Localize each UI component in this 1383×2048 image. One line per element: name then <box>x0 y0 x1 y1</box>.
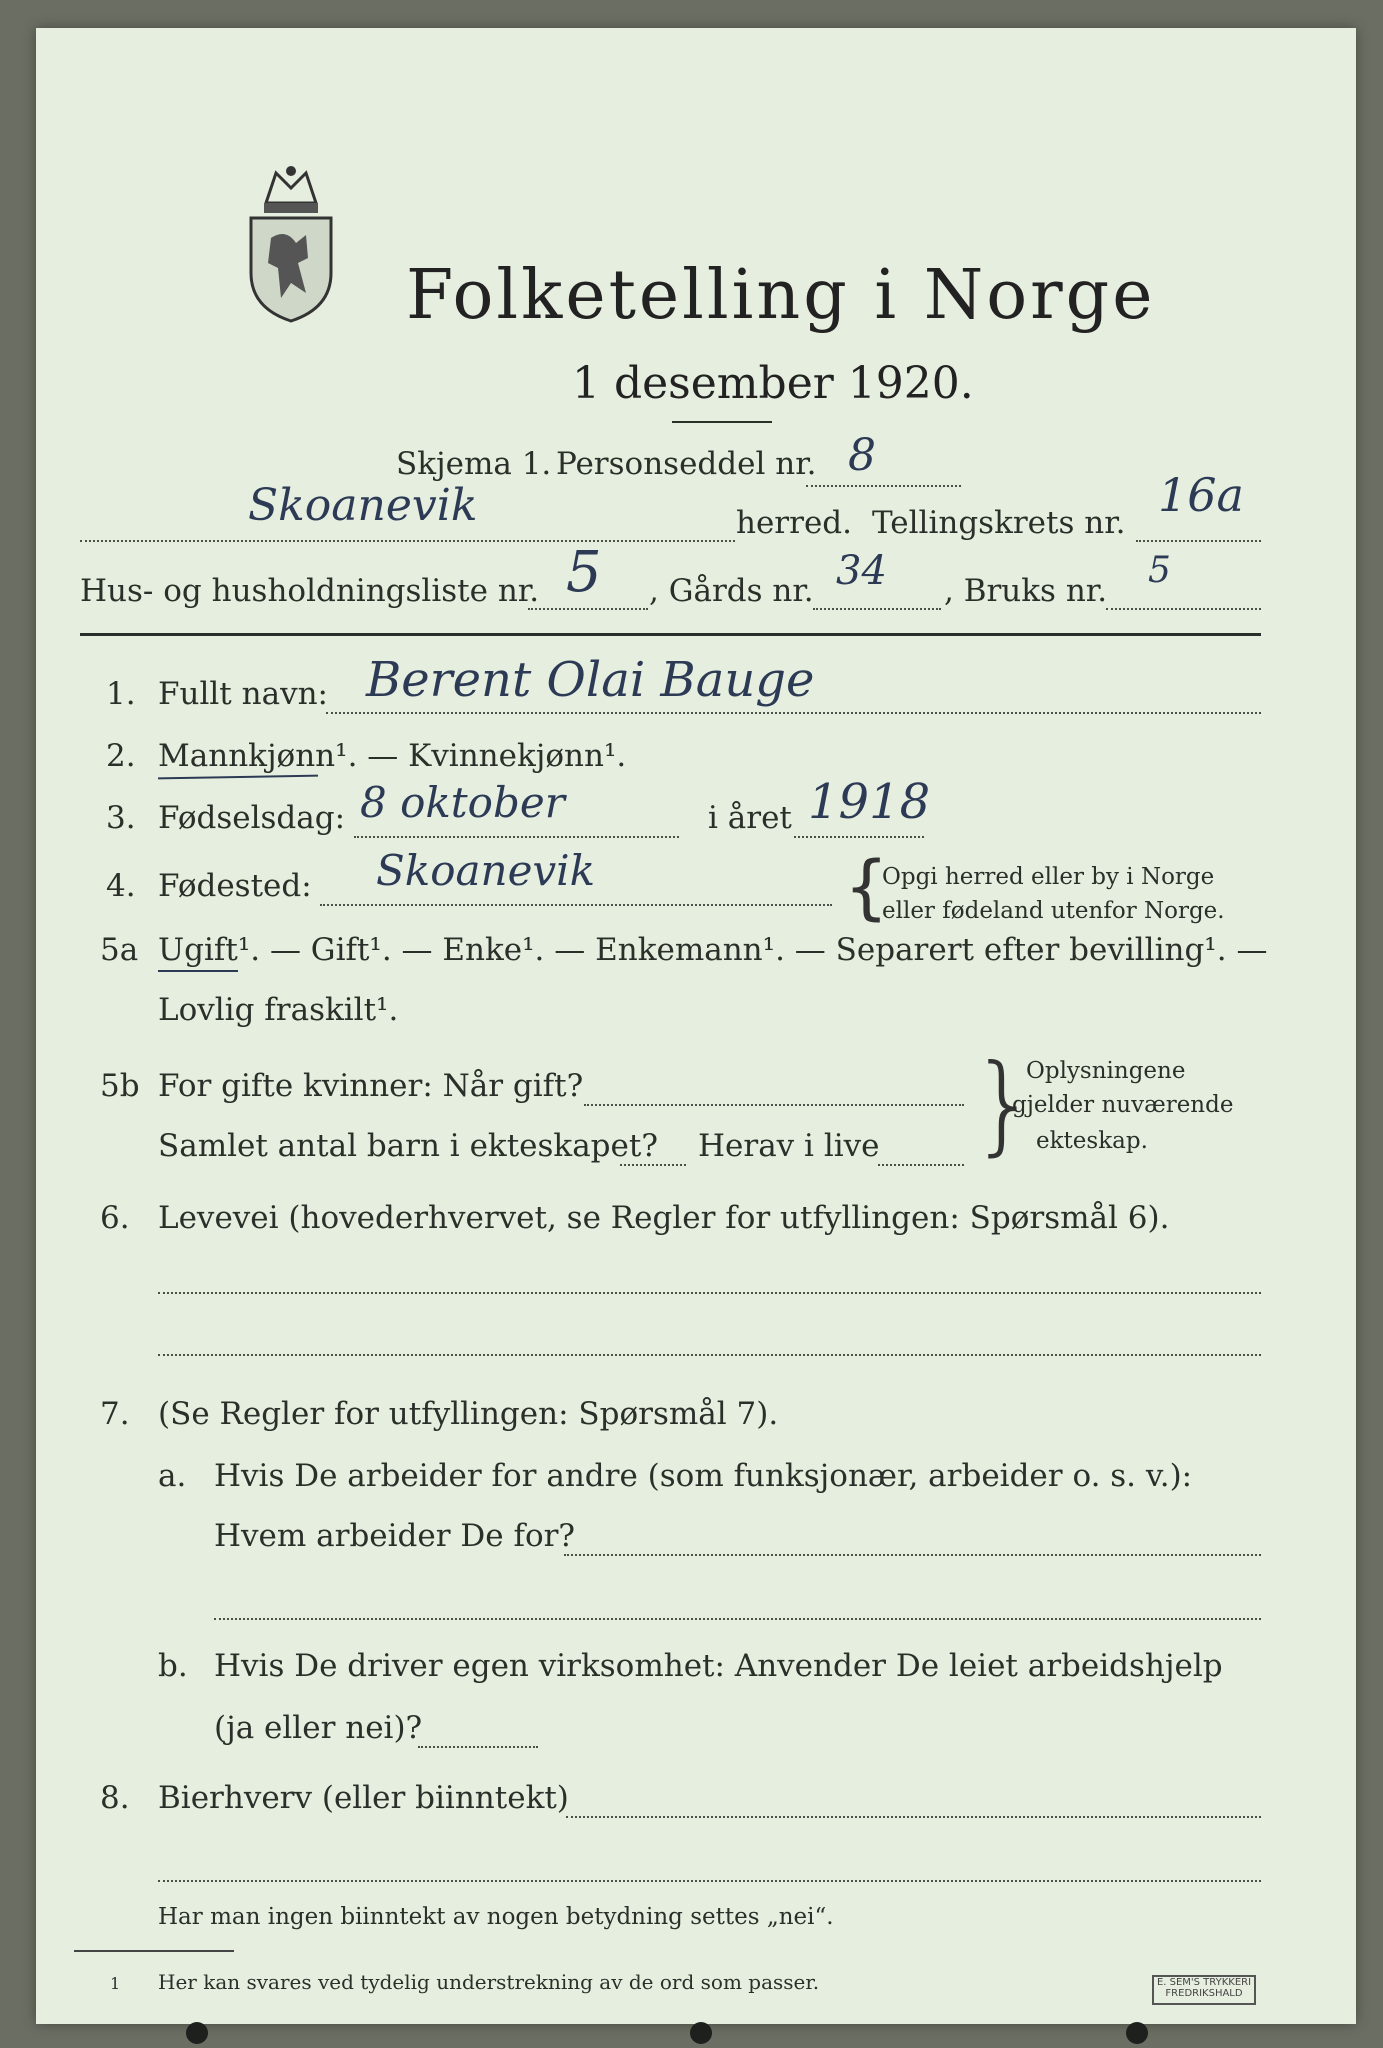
q6-line-1 <box>158 1292 1261 1294</box>
q5b-children-label: Samlet antal barn i ekteskapet? <box>158 1128 658 1164</box>
q4-label: Fødested: <box>158 868 312 904</box>
q3-label: Fødselsdag: <box>158 800 346 836</box>
q5a-line-2: Lovlig fraskilt¹. <box>158 992 399 1028</box>
hus-line <box>528 608 648 610</box>
personseddel-label: Personseddel nr. <box>556 446 817 482</box>
q8-line-1 <box>566 1816 1261 1818</box>
q5a-number: 5a <box>100 932 139 968</box>
q8-number: 8. <box>100 1780 130 1816</box>
q5b-alive-label: Herav i live <box>698 1128 880 1164</box>
q5b-children-line <box>620 1164 686 1166</box>
coat-of-arms-icon <box>236 163 346 323</box>
q2-underline-mark[interactable] <box>158 775 318 780</box>
footnote-text: Her kan svares ved tydelig understrekning av de ord som passer. <box>158 1970 820 1994</box>
printer-stamp: E. SEM'S TRYKKERI FREDRIKSHALD <box>1152 1975 1256 2005</box>
footnote-rule <box>74 1950 234 1952</box>
q5b-note-2: gjelder nuværende <box>1012 1092 1234 1118</box>
skjema-label: Skjema 1. <box>396 446 552 482</box>
q3-number: 3. <box>106 800 136 836</box>
q4-note-2: eller fødeland utenfor Norge. <box>882 898 1225 924</box>
q7b-answer-line <box>418 1746 538 1748</box>
q1-number: 1. <box>106 676 136 712</box>
q7a-line-1: Hvis De arbeider for andre (som funksjonær, arbeider o. s. v.): <box>214 1458 1193 1494</box>
q7a-number: a. <box>158 1458 187 1494</box>
punch-hole-left <box>186 2022 208 2044</box>
tellingskrets-line <box>1136 540 1261 542</box>
q5b-line-1: For gifte kvinner: Når gift? <box>158 1068 584 1104</box>
bruks-value[interactable]: 5 <box>1148 550 1171 591</box>
q7-label: (Se Regler for utfyllingen: Spørsmål 7). <box>158 1396 779 1432</box>
q7-number: 7. <box>100 1396 130 1432</box>
census-date: 1 desember 1920. <box>572 358 974 409</box>
q5b-note-1: Oplysningene <box>1026 1058 1186 1084</box>
q5b-note-3: ekteskap. <box>1036 1128 1148 1154</box>
gards-line <box>813 608 941 610</box>
punch-hole-right <box>1126 2022 1148 2044</box>
q5a-underline-mark[interactable] <box>158 970 238 972</box>
q5b-alive-line <box>878 1164 964 1166</box>
q5a-line-1: Ugift¹. — Gift¹. — Enke¹. — Enkemann¹. — Separert efter bevilling¹. — <box>158 932 1268 968</box>
bruks-label: , Bruks nr. <box>944 573 1108 609</box>
q2-number: 2. <box>106 738 136 774</box>
q3-year-line <box>794 836 924 838</box>
q1-value[interactable]: Berent Olai Bauge <box>366 652 815 708</box>
q5b-married-line <box>584 1104 964 1106</box>
q2-label: Mannkjønn¹. — Kvinnekjønn¹. <box>158 738 627 774</box>
q4-value[interactable]: Skoanevik <box>376 846 596 895</box>
herred-line <box>80 540 735 542</box>
tellingskrets-value[interactable]: 16a <box>1158 468 1244 522</box>
q7b-line-1: Hvis De driver egen virksomhet: Anvender De leiet arbeidshjelp <box>214 1648 1223 1684</box>
herred-label: herred. <box>736 505 852 541</box>
q7a-answer-line-2 <box>214 1618 1261 1620</box>
q4-line <box>320 904 832 906</box>
hus-label: Hus- og husholdningsliste nr. <box>80 573 540 609</box>
hus-value[interactable]: 5 <box>566 540 602 605</box>
title-underline <box>672 421 772 423</box>
q6-number: 6. <box>100 1200 130 1236</box>
bruks-line <box>1106 608 1261 610</box>
form-title: Folketelling i Norge <box>406 256 1156 335</box>
tellingskrets-label: Tellingskrets nr. <box>872 505 1126 541</box>
q7b-line-2: (ja eller nei)? <box>214 1710 423 1746</box>
gards-label: , Gårds nr. <box>649 573 814 609</box>
gards-value[interactable]: 34 <box>836 548 887 594</box>
header-divider <box>80 633 1261 636</box>
q8-line-2 <box>158 1880 1261 1882</box>
q1-label: Fullt navn: <box>158 676 328 712</box>
q5b-brace: } <box>970 1042 1039 1167</box>
census-form-page <box>36 28 1356 2024</box>
q5b-number: 5b <box>100 1068 140 1104</box>
q8-label: Bierhverv (eller biinntekt) <box>158 1780 569 1816</box>
personseddel-value[interactable]: 8 <box>848 430 876 481</box>
q4-brace: { <box>844 846 889 928</box>
footnote-number: 1 <box>110 1974 121 1993</box>
q7a-answer-line <box>564 1554 1261 1556</box>
punch-hole-center <box>690 2022 712 2044</box>
q6-label: Levevei (hovederhvervet, se Regler for utfyllingen: Spørsmål 6). <box>158 1200 1170 1236</box>
personseddel-line <box>806 485 961 487</box>
herred-value[interactable]: Skoanevik <box>248 480 478 531</box>
q3-year-label: i året <box>708 800 792 836</box>
q3-line <box>354 836 679 838</box>
q6-line-2 <box>158 1354 1261 1356</box>
q8-note: Har man ingen biinntekt av nogen betydning settes „nei“. <box>158 1904 834 1930</box>
q3-year-value[interactable]: 1918 <box>808 774 931 830</box>
q7a-line-2: Hvem arbeider De for? <box>214 1518 576 1554</box>
q7b-number: b. <box>158 1648 188 1684</box>
q4-note-1: Opgi herred eller by i Norge <box>882 864 1215 890</box>
q1-line <box>326 712 1261 714</box>
q3-value[interactable]: 8 oktober <box>360 778 565 827</box>
q4-number: 4. <box>106 868 136 904</box>
